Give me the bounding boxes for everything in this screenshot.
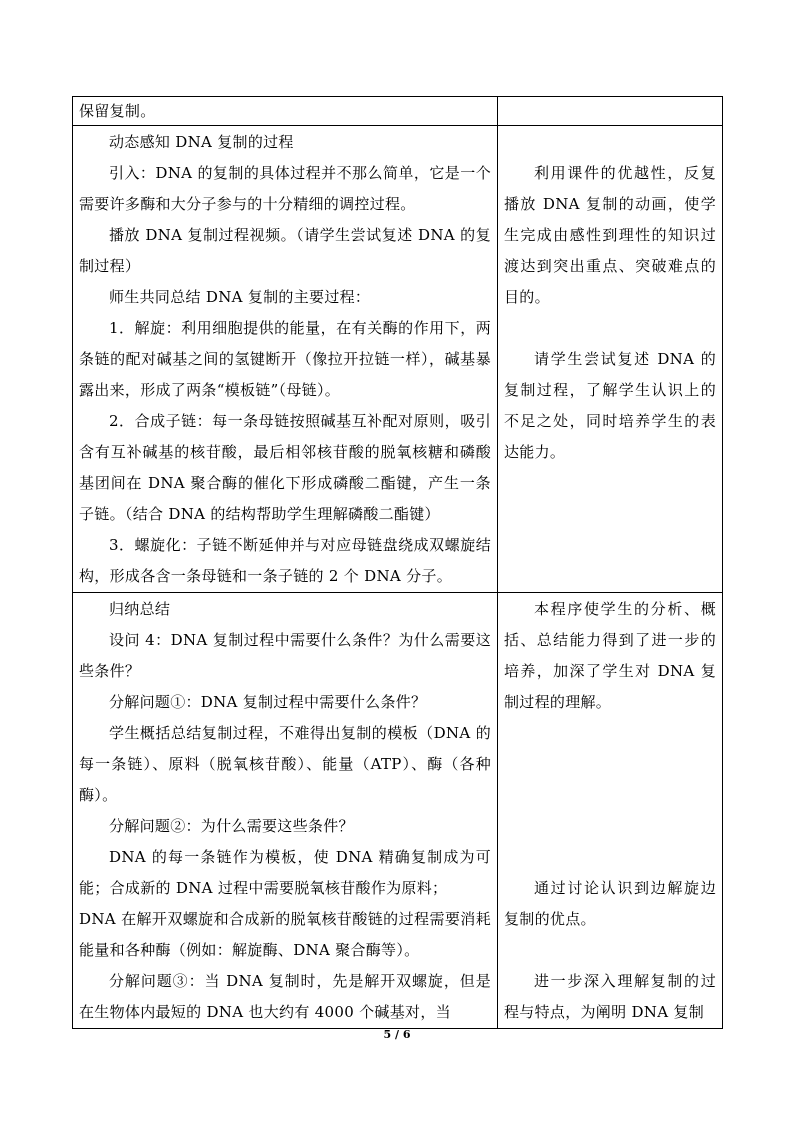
paragraph: 1．解旋：利用细胞提供的能量，在有关酶的作用下，两条链的配对碱基之间的氢键断开（像拉开拉链一样），碱基暴露出来，形成了两条“模板链”（母链）。 bbox=[79, 319, 491, 399]
lesson-plan-table bbox=[72, 96, 723, 1029]
paragraph: 师生共同总结 DNA 复制的主要过程： bbox=[109, 288, 371, 306]
paragraph: 进一步深入理解复制的过程与特点，为阐明 DNA 复制 bbox=[504, 972, 716, 1021]
paragraph: 利用课件的优越性，反复播放 DNA 复制的动画，使学生完成由感性到理性的知识过渡达到突出重点、突破难点的目的。 bbox=[504, 164, 716, 306]
teaching-process-cell bbox=[73, 126, 498, 593]
paragraph: 分解问题②：为什么需要这些条件？ bbox=[109, 817, 354, 835]
design-intent-cell bbox=[498, 126, 723, 593]
paragraph: 本程序使学生的分析、概括、总结能力得到了进一步的培养，加深了学生对 DNA 复制过程的理解。 bbox=[504, 600, 716, 711]
section-heading: 归纳总结 bbox=[109, 600, 171, 618]
paragraph: 请学生尝试复述 DNA 的复制过程，了解学生认识上的不足之处，同时培养学生的表达能力。 bbox=[504, 350, 716, 461]
paragraph: 2．合成子链：每一条母链按照碱基互补配对原则，吸引含有互补碱基的核苷酸，最后相邻核苷酸的脱氧核糖和磷酸基团间在 DNA 聚合酶的催化下形成磷酸二酯键，产生一条子链。（结合 DNA 的结构帮助学生理解磷酸二酯键） bbox=[79, 412, 491, 523]
paragraph: 引入：DNA 的复制的具体过程并不那么简单，它是一个需要许多酶和大分子参与的十分精细的调控过程。 bbox=[79, 164, 491, 213]
paragraph: DNA 的每一条链作为模板，使 DNA 精确复制成为可能；合成新的 DNA 过程中需要脱氧核苷酸作为原料； bbox=[79, 848, 491, 897]
table-row bbox=[73, 126, 723, 593]
page-number: 5 / 6 bbox=[383, 1028, 411, 1041]
design-intent-cell bbox=[498, 593, 723, 1029]
paragraph: 保留复制。 bbox=[79, 102, 156, 120]
section-heading: 动态感知 DNA 复制的过程 bbox=[109, 133, 294, 151]
paragraph: 3．螺旋化：子链不断延伸并与对应母链盘绕成双螺旋结构，形成各含一条母链和一条子链的 2 个 DNA 分子。 bbox=[79, 536, 491, 585]
design-intent-cell bbox=[498, 97, 723, 126]
table-row bbox=[73, 97, 723, 126]
paragraph: 分解问题③：当 DNA 复制时，先是解开双螺旋，但是在生物体内最短的 DNA 也大约有 4000 个碱基对，当 bbox=[79, 972, 491, 1021]
teaching-process-cell bbox=[73, 593, 498, 1029]
paragraph: 通过讨论认识到边解旋边复制的优点。 bbox=[504, 879, 716, 928]
paragraph: 分解问题①：DNA 复制过程中需要什么条件？ bbox=[109, 693, 427, 711]
paragraph: DNA 在解开双螺旋和合成新的脱氧核苷酸链的过程需要消耗能量和各种酶（例如：解旋酶、DNA 聚合酶等）。 bbox=[79, 910, 491, 959]
paragraph: 学生概括总结复制过程，不难得出复制的模板（DNA 的每一条链）、原料（脱氧核苷酸）、能量（ATP）、酶（各种酶）。 bbox=[79, 724, 491, 804]
paragraph: 播放 DNA 复制过程视频。（请学生尝试复述 DNA 的复制过程） bbox=[79, 226, 491, 275]
table-row bbox=[73, 593, 723, 1029]
teaching-process-cell bbox=[73, 97, 498, 126]
paragraph: 设问 4：DNA 复制过程中需要什么条件？为什么需要这些条件？ bbox=[79, 631, 491, 680]
